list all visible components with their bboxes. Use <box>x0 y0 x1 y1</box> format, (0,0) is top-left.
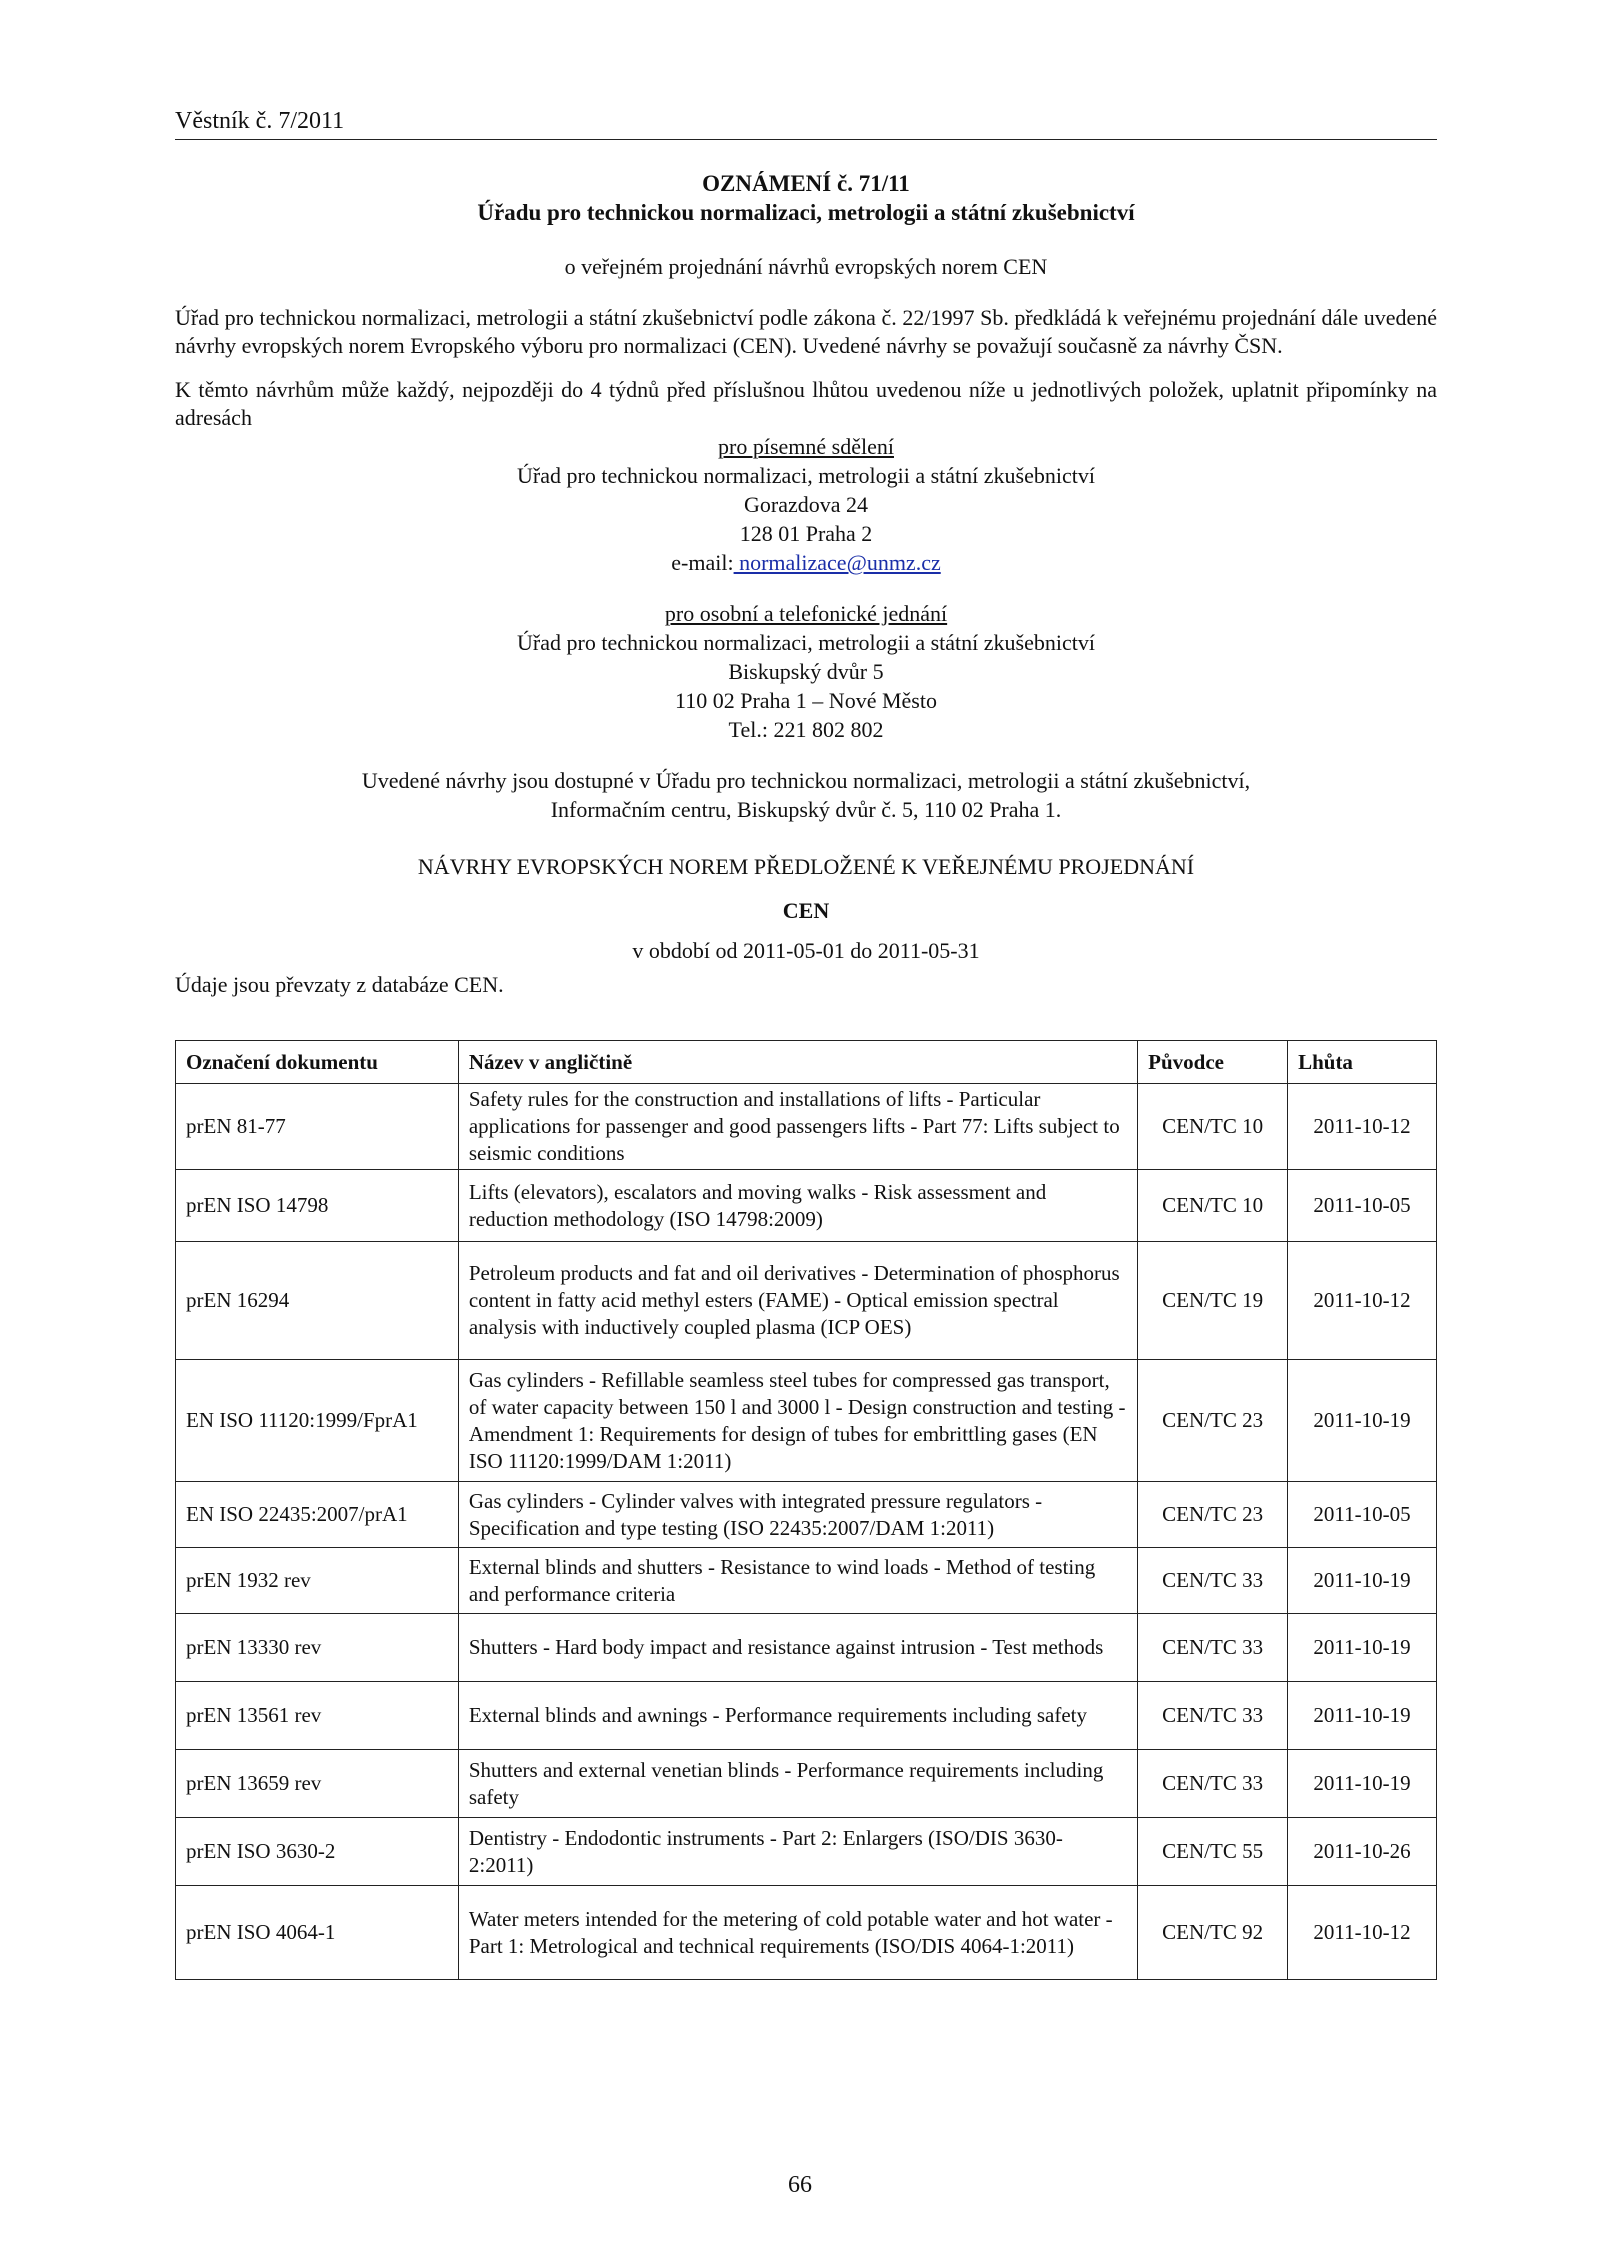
cell-deadline: 2011-10-05 <box>1288 1482 1437 1548</box>
table-row <box>176 1482 1437 1548</box>
cell-name: External blinds and shutters - Resistance to wind loads - Method of testing and performance criteria <box>458 1548 1137 1614</box>
cell-deadline: 2011-10-12 <box>1288 1886 1437 1980</box>
email-link[interactable]: normalizace@unmz.cz <box>733 550 941 575</box>
cell-origin: CEN/TC 55 <box>1138 1818 1288 1886</box>
cell-document: prEN 1932 rev <box>176 1548 459 1614</box>
written-office: Úřad pro technickou normalizaci, metrologii a státní zkušebnictví <box>517 463 1095 488</box>
period-row <box>175 930 1437 1006</box>
paragraph-intro: Úřad pro technickou normalizaci, metrologii a státní zkušebnictví podle zákona č. 22/1997 Sb. předkládá k veřejnému projednání dále uvedené návrhy evropských norem Evropského výboru pro normalizaci (CEN). Uvedené návrhy se považují současně za návrhy ČSN. <box>175 305 1437 358</box>
cell-document: EN ISO 22435:2007/prA1 <box>176 1482 459 1548</box>
cell-origin: CEN/TC 10 <box>1138 1084 1288 1170</box>
table-row <box>176 1750 1437 1818</box>
table-header-row <box>176 1041 1437 1084</box>
cell-document: prEN 13330 rev <box>176 1614 459 1682</box>
cell-deadline: 2011-10-19 <box>1288 1682 1437 1750</box>
cell-name: Petroleum products and fat and oil derivatives - Determination of phosphorus content in fatty acid methyl esters (FAME) - Optical emission spectral analysis with inductively coupled plasma (ICP OES) <box>458 1242 1137 1360</box>
cell-name: Water meters intended for the metering of cold potable water and hot water - Part 1: Metrological and technical requirements (ISO/DIS 4064-1:2011) <box>458 1886 1137 1980</box>
section-source: Údaje jsou převzaty z databáze CEN. <box>175 972 504 997</box>
page-number: 66 <box>788 2172 812 2198</box>
table-row <box>176 1084 1437 1170</box>
cell-name: Shutters - Hard body impact and resistance against intrusion - Test methods <box>458 1614 1137 1682</box>
personal-address-block <box>175 599 1437 744</box>
cell-origin: CEN/TC 10 <box>1138 1170 1288 1242</box>
section-period: v období od 2011-05-01 do 2011-05-31 <box>632 938 980 963</box>
table-row <box>176 1170 1437 1242</box>
cell-document: prEN 81-77 <box>176 1084 459 1170</box>
cell-origin: CEN/TC 33 <box>1138 1750 1288 1818</box>
notice-intro: o veřejném projednání návrhů evropských norem CEN <box>564 254 1048 279</box>
cell-document: prEN 16294 <box>176 1242 459 1360</box>
written-address-block <box>175 432 1437 577</box>
cell-origin: CEN/TC 33 <box>1138 1682 1288 1750</box>
cell-deadline: 2011-10-19 <box>1288 1750 1437 1818</box>
personal-city: 110 02 Praha 1 – Nové Město <box>675 688 937 713</box>
header-deadline: Lhůta <box>1288 1041 1437 1084</box>
table-row <box>176 1886 1437 1980</box>
availability-line-1: Uvedené návrhy jsou dostupné v Úřadu pro technickou normalizaci, metrologii a státní zkušebnictví, <box>361 768 1251 793</box>
table-row <box>176 1360 1437 1482</box>
cell-origin: CEN/TC 23 <box>1138 1482 1288 1548</box>
notice-title: OZNÁMENÍ č. 71/11 <box>702 171 910 196</box>
section-title: NÁVRHY EVROPSKÝCH NOREM PŘEDLOŽENÉ K VEŘEJNÉMU PROJEDNÁNÍ <box>417 854 1195 879</box>
cell-deadline: 2011-10-19 <box>1288 1614 1437 1682</box>
document-page <box>175 108 1437 1980</box>
cell-deadline: 2011-10-19 <box>1288 1360 1437 1482</box>
cell-deadline: 2011-10-26 <box>1288 1818 1437 1886</box>
cell-origin: CEN/TC 33 <box>1138 1614 1288 1682</box>
header-name: Název v angličtině <box>458 1041 1137 1084</box>
cell-document: prEN ISO 14798 <box>176 1170 459 1242</box>
personal-phone: Tel.: 221 802 802 <box>728 717 884 742</box>
written-email-line <box>175 548 1437 577</box>
cell-document: prEN 13561 rev <box>176 1682 459 1750</box>
cell-document: prEN 13659 rev <box>176 1750 459 1818</box>
personal-heading: pro osobní a telefonické jednání <box>664 601 948 626</box>
cell-deadline: 2011-10-19 <box>1288 1548 1437 1614</box>
cell-origin: CEN/TC 92 <box>1138 1886 1288 1980</box>
cell-name: Gas cylinders - Cylinder valves with integrated pressure regulators - Specification and type testing (ISO 22435:2007/DAM 1:2011) <box>458 1482 1137 1548</box>
table-row <box>176 1682 1437 1750</box>
personal-office: Úřad pro technickou normalizaci, metrologii a státní zkušebnictví <box>517 630 1095 655</box>
cell-deadline: 2011-10-12 <box>1288 1242 1437 1360</box>
cell-name: Gas cylinders - Refillable seamless steel tubes for compressed gas transport, of water capacity between 150 l and 3000 l - Design construction and testing - Amendment 1: Requirements for design of tubes for embrittling gases (EN ISO 11120:1999/DAM 1:2011) <box>458 1360 1137 1482</box>
table-row <box>176 1614 1437 1682</box>
header-document: Označení dokumentu <box>176 1041 459 1084</box>
written-street: Gorazdova 24 <box>743 492 868 517</box>
notice-subtitle: Úřadu pro technickou normalizaci, metrologii a státní zkušebnictví <box>477 200 1135 225</box>
cell-deadline: 2011-10-12 <box>1288 1084 1437 1170</box>
header-origin: Původce <box>1138 1041 1288 1084</box>
paragraph-comments: K těmto návrhům může každý, nejpozději do 4 týdnů před příslušnou lhůtou uvedenou níže u jednotlivých položek, uplatnit připomínky na adresách <box>175 377 1437 430</box>
email-label: e-mail: <box>671 550 734 575</box>
journal-header: Věstník č. 7/2011 <box>175 108 1437 140</box>
section-org: CEN <box>782 898 830 923</box>
cell-origin: CEN/TC 23 <box>1138 1360 1288 1482</box>
cell-origin: CEN/TC 33 <box>1138 1548 1288 1614</box>
cell-document: EN ISO 11120:1999/FprA1 <box>176 1360 459 1482</box>
table-row <box>176 1242 1437 1360</box>
availability-line-2: Informačním centru, Biskupský dvůr č. 5, 110 02 Praha 1. <box>550 797 1062 822</box>
cell-name: External blinds and awnings - Performance requirements including safety <box>458 1682 1137 1750</box>
cell-document: prEN ISO 4064-1 <box>176 1886 459 1980</box>
cell-name: Shutters and external venetian blinds - Performance requirements including safety <box>458 1750 1137 1818</box>
cell-name: Lifts (elevators), escalators and moving walks - Risk assessment and reduction methodology (ISO 14798:2009) <box>458 1170 1137 1242</box>
cell-document: prEN ISO 3630-2 <box>176 1818 459 1886</box>
personal-street: Biskupský dvůr 5 <box>728 659 884 684</box>
table-row <box>176 1818 1437 1886</box>
cell-name: Safety rules for the construction and installations of lifts - Particular applications for passenger and good passengers lifts - Part 77: Lifts subject to seismic conditions <box>458 1084 1137 1170</box>
standards-table <box>175 1040 1437 1980</box>
written-heading: pro písemné sdělení <box>718 434 894 459</box>
cell-deadline: 2011-10-05 <box>1288 1170 1437 1242</box>
cell-name: Dentistry - Endodontic instruments - Part 2: Enlargers (ISO/DIS 3630-2:2011) <box>458 1818 1137 1886</box>
availability-note <box>175 766 1437 824</box>
table-row <box>176 1548 1437 1614</box>
written-city: 128 01 Praha 2 <box>739 521 873 546</box>
cell-origin: CEN/TC 19 <box>1138 1242 1288 1360</box>
